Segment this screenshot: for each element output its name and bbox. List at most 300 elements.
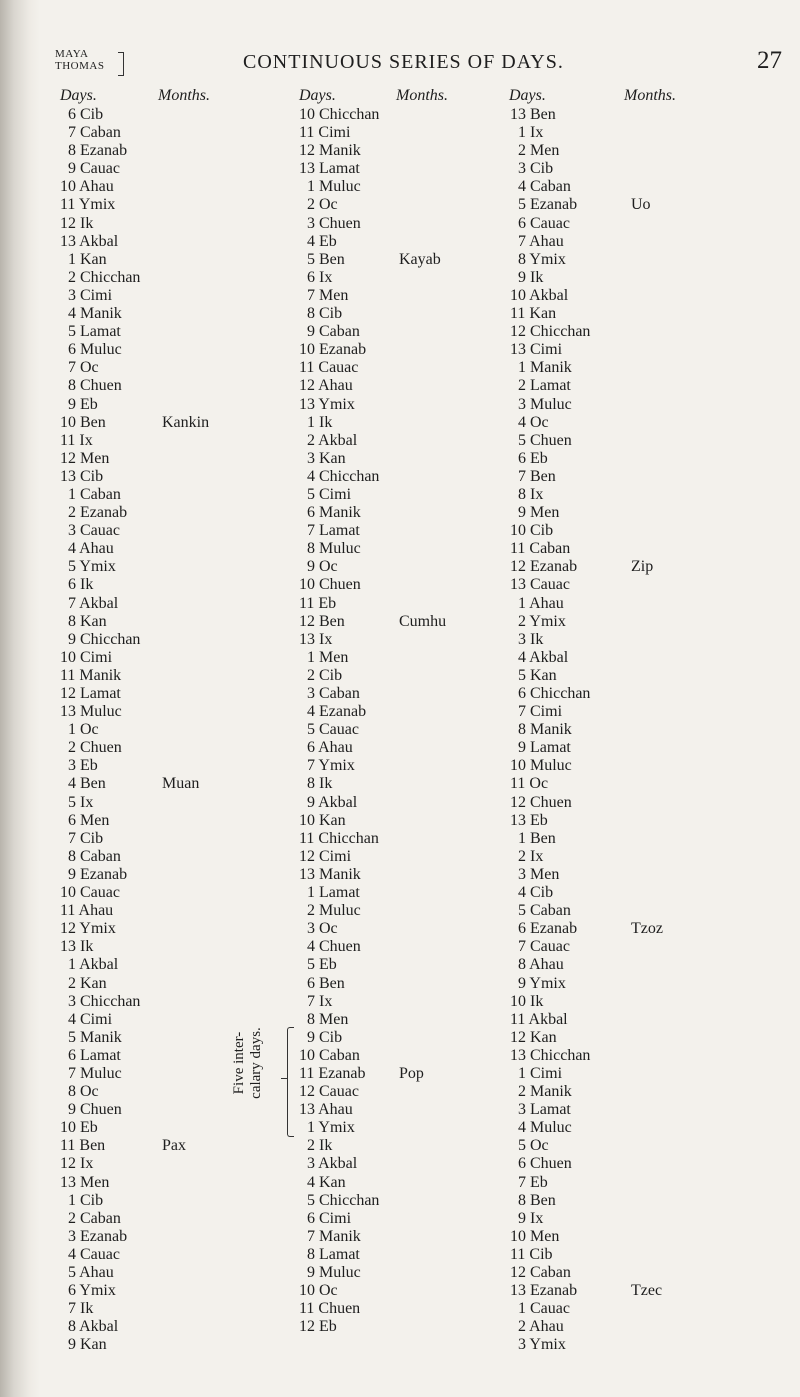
day-name: 4 Manik — [68, 305, 122, 323]
day-name: 4 Cib — [518, 884, 554, 902]
day-row — [497, 377, 687, 395]
day-name: 10 Kan — [299, 811, 346, 829]
day-row — [286, 251, 476, 269]
day-name: 5 Ezanab — [518, 196, 578, 214]
day-row — [60, 631, 250, 649]
day-name: 10 Ben — [60, 413, 106, 431]
running-head-line1: MAYA — [55, 48, 89, 60]
day-row — [60, 830, 250, 848]
day-row — [286, 685, 476, 703]
day-row — [497, 396, 687, 414]
day-name: 12 Chicchan — [510, 323, 591, 341]
day-row — [286, 160, 476, 178]
day-row — [286, 775, 476, 793]
day-row — [286, 902, 476, 920]
day-name: 8 Manik — [518, 721, 572, 739]
day-name: 6 Ix — [307, 268, 333, 286]
day-row — [497, 721, 687, 739]
months-heading: Months. — [396, 87, 448, 104]
day-row — [497, 1228, 687, 1246]
day-name: 13 Ix — [299, 630, 333, 648]
day-name: 4 Ben — [68, 775, 106, 793]
day-name: 9 Ymix — [518, 974, 566, 992]
day-row — [497, 1065, 687, 1083]
day-row — [60, 377, 250, 395]
day-row — [497, 468, 687, 486]
day-name: 13 Cauac — [510, 576, 570, 594]
day-name: 10 Caban — [299, 1046, 360, 1064]
day-row — [286, 1065, 476, 1083]
day-name: 7 Men — [307, 286, 349, 304]
month-name: Pax — [162, 1137, 186, 1155]
day-name: 10 Muluc — [510, 757, 572, 775]
day-row — [497, 160, 687, 178]
day-row — [60, 1210, 250, 1228]
day-row — [286, 540, 476, 558]
day-name: 1 Cauac — [518, 1300, 570, 1318]
day-name: 1 Lamat — [307, 884, 360, 902]
day-name: 13 Muluc — [60, 703, 122, 721]
day-name: 3 Lamat — [518, 1101, 571, 1119]
day-name: 1 Ymix — [307, 1119, 355, 1137]
day-row — [286, 323, 476, 341]
day-row — [286, 1246, 476, 1264]
day-name: 2 Akbal — [307, 431, 358, 449]
day-row — [497, 1192, 687, 1210]
day-name: 12 Ezanab — [510, 558, 578, 576]
intercalary-brace — [287, 1027, 294, 1137]
day-name: 11 Chuen — [299, 1300, 361, 1318]
day-name: 9 Kan — [68, 1336, 107, 1354]
day-row — [497, 1318, 687, 1336]
day-row — [60, 486, 250, 504]
month-name: Kankin — [162, 413, 210, 431]
day-name: 7 Manik — [307, 1227, 361, 1245]
day-row — [60, 1318, 250, 1336]
day-name: 9 Ik — [518, 268, 544, 286]
day-row — [60, 739, 250, 757]
day-name: 11 Akbal — [510, 1010, 568, 1028]
day-row — [497, 251, 687, 269]
page-number: 27 — [757, 47, 782, 74]
day-row — [286, 794, 476, 812]
day-name: 3 Cib — [518, 160, 554, 178]
day-row — [497, 757, 687, 775]
day-row — [497, 649, 687, 667]
day-row — [60, 649, 250, 667]
day-row — [60, 269, 250, 287]
day-row — [286, 757, 476, 775]
day-name: 10 Ik — [510, 992, 544, 1010]
day-row — [497, 1047, 687, 1065]
day-name: 1 Muluc — [307, 178, 361, 196]
day-name: 7 Cauac — [518, 938, 570, 956]
day-row — [497, 414, 687, 432]
day-row — [497, 866, 687, 884]
days-heading: Days. — [509, 87, 546, 104]
day-row — [60, 703, 250, 721]
day-row — [60, 540, 250, 558]
day-name: 10 Chuen — [299, 576, 361, 594]
day-row — [60, 106, 250, 124]
day-name: 10 Chicchan — [299, 106, 380, 123]
day-row — [60, 160, 250, 178]
days-column-1 — [60, 86, 250, 1354]
day-row — [286, 1264, 476, 1282]
month-name: Cumhu — [399, 612, 447, 630]
day-name: 10 Cib — [510, 522, 554, 540]
day-name: 7 Oc — [68, 359, 99, 377]
day-name: 1 Men — [307, 648, 349, 666]
day-name: 5 Kan — [518, 666, 557, 684]
day-row — [286, 341, 476, 359]
day-name: 8 Kan — [68, 612, 107, 630]
day-name: 10 Akbal — [510, 286, 569, 304]
day-name: 6 Ik — [68, 576, 94, 594]
day-name: 8 Lamat — [307, 1245, 360, 1263]
day-row — [60, 396, 250, 414]
day-name: 13 Ik — [60, 938, 94, 956]
day-row — [60, 902, 250, 920]
day-row — [497, 450, 687, 468]
day-name: 3 Eb — [68, 757, 98, 775]
day-row — [60, 1246, 250, 1264]
day-row — [60, 178, 250, 196]
day-row — [286, 1228, 476, 1246]
day-row — [286, 866, 476, 884]
day-name: 2 Oc — [307, 196, 338, 214]
day-row — [60, 938, 250, 956]
day-name: 6 Muluc — [68, 341, 122, 359]
day-row — [60, 196, 250, 214]
day-name: 13 Lamat — [299, 160, 360, 178]
day-row — [60, 468, 250, 486]
day-name: 10 Eb — [60, 1119, 98, 1137]
day-row — [60, 721, 250, 739]
day-name: 7 Caban — [68, 124, 121, 142]
day-row — [497, 631, 687, 649]
day-name: 2 Chicchan — [68, 268, 141, 286]
day-row — [497, 595, 687, 613]
day-row — [286, 106, 476, 124]
day-name: 11 Cib — [510, 1245, 553, 1263]
day-name: 1 Cib — [68, 1191, 104, 1209]
day-row — [60, 287, 250, 305]
day-name: 5 Chuen — [518, 431, 572, 449]
day-name: 1 Oc — [68, 721, 99, 739]
day-name: 4 Kan — [307, 1173, 346, 1191]
day-name: 9 Caban — [307, 323, 360, 341]
day-row — [286, 631, 476, 649]
day-row — [60, 1137, 250, 1155]
day-name: 9 Ix — [518, 1209, 544, 1227]
day-name: 6 Ymix — [68, 1282, 116, 1300]
day-name: 7 Muluc — [68, 1064, 122, 1082]
day-row — [286, 739, 476, 757]
day-name: 7 Ik — [68, 1300, 94, 1318]
day-name: 11 Oc — [510, 775, 549, 793]
day-name: 8 Akbal — [68, 1318, 119, 1336]
day-row — [497, 106, 687, 124]
day-name: 2 Muluc — [307, 902, 361, 920]
day-name: 6 Cimi — [307, 1209, 352, 1227]
month-name: Kayab — [399, 250, 441, 268]
day-name: 2 Ahau — [518, 1318, 564, 1336]
day-name: 12 Ahau — [299, 377, 353, 395]
day-name: 10 Ahau — [60, 178, 114, 196]
column-header — [60, 86, 250, 106]
day-name: 1 Ahau — [518, 594, 564, 612]
day-row — [286, 233, 476, 251]
day-row — [286, 450, 476, 468]
day-row — [60, 812, 250, 830]
day-name: 13 Men — [60, 1173, 110, 1191]
day-row — [60, 613, 250, 631]
intercalary-label-line1: Five inter- — [231, 1031, 247, 1095]
page-title: CONTINUOUS SERIES OF DAYS. — [243, 51, 564, 73]
day-name: 11 Ben — [60, 1137, 106, 1155]
day-name: 2 Ix — [518, 847, 544, 865]
day-row — [497, 685, 687, 703]
day-name: 7 Ix — [307, 992, 333, 1010]
day-row — [497, 956, 687, 974]
day-row — [286, 848, 476, 866]
day-row — [286, 142, 476, 160]
day-row — [286, 613, 476, 631]
day-name: 3 Men — [518, 865, 560, 883]
day-row — [497, 1300, 687, 1318]
day-name: 3 Chuen — [307, 214, 361, 232]
day-row — [60, 685, 250, 703]
day-name: 12 Chuen — [510, 793, 572, 811]
day-row — [286, 975, 476, 993]
day-row — [497, 124, 687, 142]
day-name: 4 Chuen — [307, 938, 361, 956]
day-name: 5 Cauac — [307, 721, 359, 739]
day-name: 8 Ix — [518, 485, 544, 503]
day-row — [60, 757, 250, 775]
running-head-bracket — [118, 52, 124, 76]
day-name: 9 Chuen — [68, 1101, 122, 1119]
day-row — [286, 993, 476, 1011]
day-row — [60, 956, 250, 974]
day-name: 13 Ezanab — [510, 1282, 578, 1300]
day-row — [60, 975, 250, 993]
day-name: 3 Caban — [307, 685, 360, 702]
day-name: 4 Ezanab — [307, 703, 367, 721]
day-name: 5 Ahau — [68, 1264, 114, 1281]
day-row — [286, 1047, 476, 1065]
intercalary-brace-tip — [281, 1078, 287, 1079]
day-row — [497, 1210, 687, 1228]
day-row — [497, 1029, 687, 1047]
day-row — [286, 884, 476, 902]
day-name: 4 Oc — [518, 413, 549, 431]
day-name: 10 Ezanab — [299, 341, 367, 359]
day-name: 10 Cauac — [60, 884, 120, 902]
day-row — [286, 215, 476, 233]
day-name: 4 Chicchan — [307, 467, 380, 485]
day-name: 9 Ezanab — [68, 865, 128, 883]
day-row — [60, 1192, 250, 1210]
day-row — [286, 667, 476, 685]
day-name: 1 Ix — [518, 124, 544, 142]
day-name: 5 Ymix — [68, 558, 116, 576]
day-row — [497, 1137, 687, 1155]
day-name: 3 Kan — [307, 449, 346, 467]
day-row — [286, 1174, 476, 1192]
day-row — [60, 920, 250, 938]
day-row — [60, 866, 250, 884]
day-row — [286, 1155, 476, 1173]
day-row — [286, 377, 476, 395]
day-name: 12 Cimi — [299, 847, 352, 865]
day-name: 12 Caban — [510, 1264, 571, 1281]
day-row — [286, 920, 476, 938]
day-row — [286, 305, 476, 323]
day-row — [60, 432, 250, 450]
intercalary-label-line2: calary days. — [248, 1027, 264, 1099]
month-name: Muan — [162, 775, 200, 793]
day-row — [497, 341, 687, 359]
day-name: 8 Men — [307, 1010, 349, 1028]
day-name: 7 Lamat — [307, 522, 360, 540]
day-name: 10 Cimi — [60, 648, 113, 666]
day-row — [497, 739, 687, 757]
months-heading: Months. — [624, 87, 676, 104]
day-row — [286, 432, 476, 450]
day-row — [286, 522, 476, 540]
day-row — [286, 956, 476, 974]
day-name: 11 Eb — [299, 594, 337, 612]
day-name: 2 Ik — [307, 1137, 333, 1155]
day-row — [497, 305, 687, 323]
day-name: 7 Cib — [68, 829, 104, 847]
day-row — [286, 1192, 476, 1210]
day-name: 3 Chicchan — [68, 992, 141, 1010]
day-name: 8 Ezanab — [68, 142, 128, 160]
day-row — [286, 595, 476, 613]
month-name: Zip — [631, 558, 654, 576]
day-row — [497, 667, 687, 685]
day-row — [60, 142, 250, 160]
day-row — [286, 649, 476, 667]
day-row — [497, 975, 687, 993]
day-name: 3 Ezanab — [68, 1227, 128, 1245]
day-name: 5 Eb — [307, 956, 337, 974]
day-row — [60, 414, 250, 432]
month-name: Pop — [399, 1064, 424, 1082]
day-name: 8 Ymix — [518, 250, 566, 268]
day-row — [286, 1318, 476, 1336]
day-name: 11 Kan — [510, 305, 557, 323]
day-row — [497, 142, 687, 160]
day-row — [60, 215, 250, 233]
day-row — [497, 323, 687, 341]
day-row — [286, 938, 476, 956]
day-name: 2 Ymix — [518, 612, 566, 630]
day-name: 3 Akbal — [307, 1155, 358, 1173]
day-row — [286, 1101, 476, 1119]
day-name: 10 Men — [510, 1227, 560, 1245]
day-name: 13 Ymix — [299, 395, 355, 413]
months-heading: Months. — [158, 87, 210, 104]
day-row — [497, 1119, 687, 1137]
day-name: 11 Manik — [60, 666, 122, 684]
day-row — [60, 794, 250, 812]
day-name: 5 Ben — [307, 250, 345, 268]
day-row — [497, 287, 687, 305]
day-name: 6 Ben — [307, 974, 345, 992]
day-name: 5 Ix — [68, 793, 94, 811]
day-name: 7 Ben — [518, 467, 556, 485]
day-row — [60, 522, 250, 540]
day-name: 11 Caban — [510, 540, 571, 558]
day-row — [286, 1210, 476, 1228]
day-name: 13 Manik — [299, 865, 361, 883]
day-name: 13 Cimi — [510, 341, 563, 359]
day-name: 2 Manik — [518, 1083, 572, 1101]
day-name: 9 Oc — [307, 558, 338, 576]
day-row — [497, 1083, 687, 1101]
day-name: 11 Cauac — [299, 359, 359, 377]
day-name: 13 Chicchan — [510, 1046, 591, 1064]
day-name: 2 Kan — [68, 974, 107, 992]
day-name: 12 Cauac — [299, 1083, 359, 1101]
day-row — [497, 920, 687, 938]
month-name: Uo — [631, 196, 651, 214]
day-name: 2 Cib — [307, 666, 343, 684]
day-row — [60, 305, 250, 323]
day-row — [497, 269, 687, 287]
day-name: 13 Ahau — [299, 1101, 353, 1119]
day-name: 3 Muluc — [518, 395, 572, 413]
day-row — [286, 486, 476, 504]
day-name: 11 Cimi — [299, 124, 351, 142]
day-name: 11 Ix — [60, 431, 93, 449]
day-name: 3 Ik — [518, 630, 544, 648]
day-row — [286, 414, 476, 432]
day-name: 5 Caban — [518, 902, 571, 920]
day-row — [497, 178, 687, 196]
day-name: 10 Oc — [299, 1282, 338, 1300]
day-row — [497, 1155, 687, 1173]
day-name: 11 Ezanab — [299, 1064, 366, 1082]
day-row — [60, 884, 250, 902]
month-name: Tzec — [631, 1282, 663, 1300]
day-row — [286, 269, 476, 287]
day-name: 9 Cib — [307, 1028, 343, 1046]
day-row — [60, 576, 250, 594]
day-row — [497, 775, 687, 793]
page-edge-shadow — [0, 0, 40, 1397]
column-header — [286, 86, 476, 106]
day-name: 12 Ben — [299, 612, 345, 630]
day-name: 11 Ahau — [60, 902, 114, 920]
day-row — [497, 1336, 687, 1354]
day-row — [286, 1300, 476, 1318]
day-name: 8 Ben — [518, 1191, 556, 1209]
day-row — [497, 613, 687, 631]
day-row — [286, 830, 476, 848]
day-row — [497, 432, 687, 450]
day-row — [286, 721, 476, 739]
day-row — [497, 848, 687, 866]
day-name: 2 Lamat — [518, 377, 571, 395]
day-name: 6 Lamat — [68, 1046, 121, 1064]
day-name: 8 Ahau — [518, 956, 564, 974]
day-row — [497, 576, 687, 594]
